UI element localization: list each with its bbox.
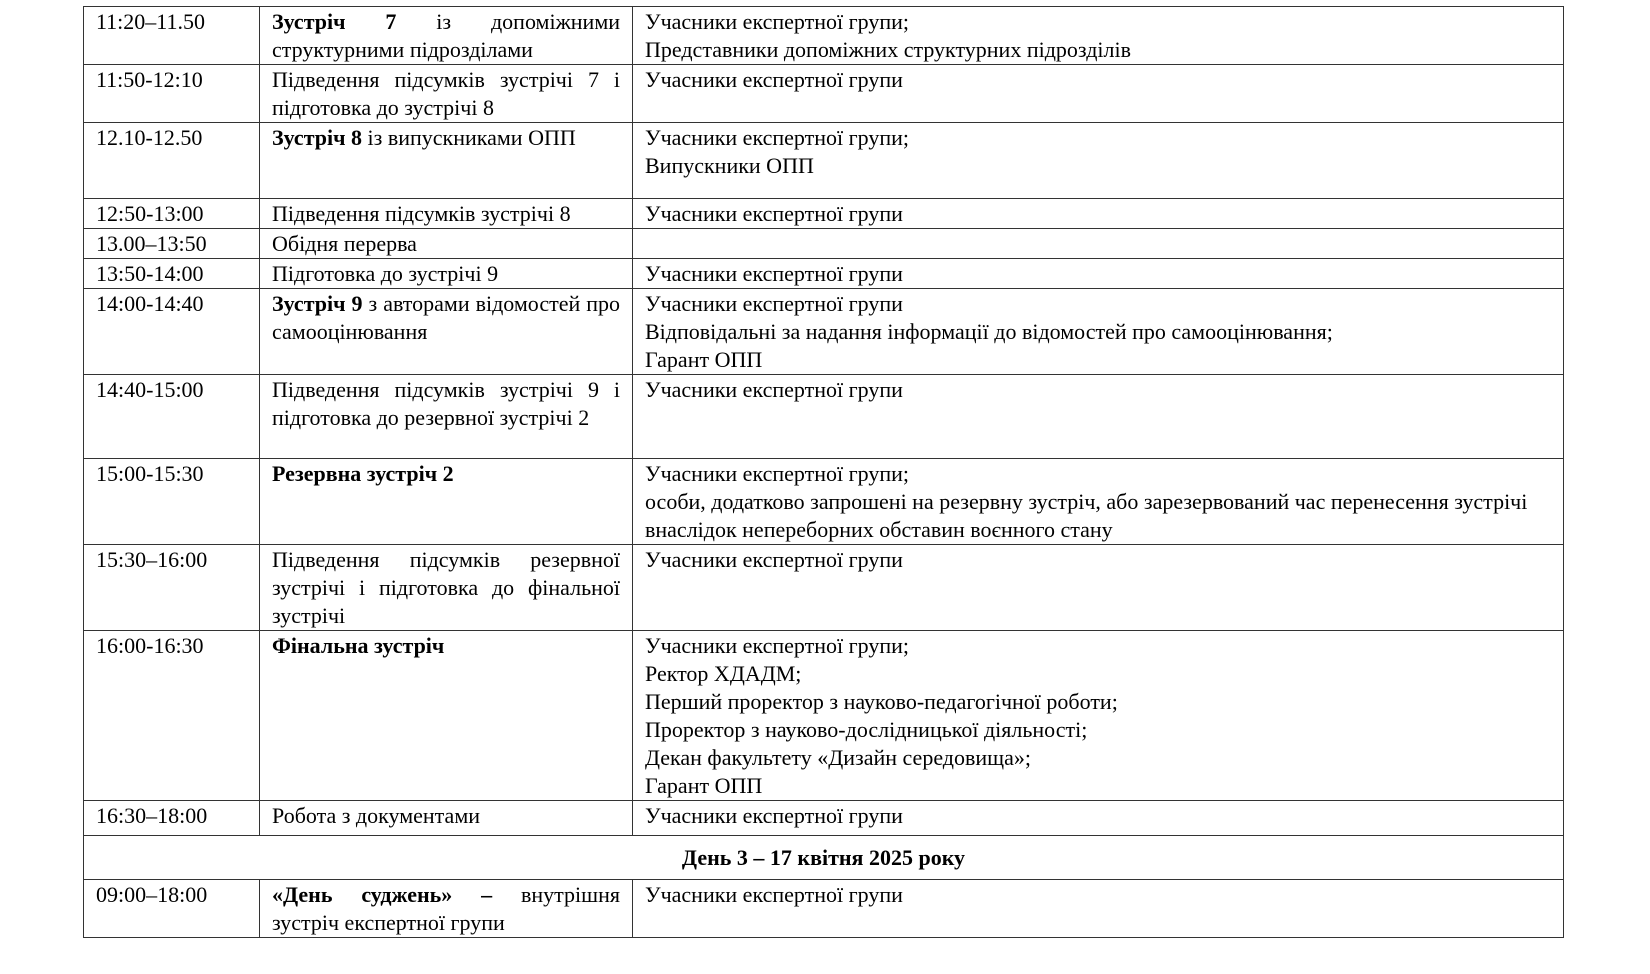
table-row bbox=[84, 289, 1564, 375]
event-title: Зустріч 8 bbox=[272, 125, 363, 150]
event-title: Резервна зустріч 2 bbox=[272, 461, 454, 486]
time-cell: 13.00–13:50 bbox=[84, 229, 260, 259]
event-description: Підготовка до зустрічі 9 bbox=[272, 261, 499, 286]
participant-line: Декан факультету «Дизайн середовища»; bbox=[645, 745, 1031, 770]
participants-cell bbox=[633, 259, 1564, 289]
participants-cell bbox=[633, 199, 1564, 229]
participant-line: Учасники експертної групи bbox=[645, 547, 903, 572]
participant-line: Учасники експертної групи bbox=[645, 201, 903, 226]
participant-line: Відповідальні за надання інформації до відомостей про самооцінювання; bbox=[645, 319, 1333, 344]
table-row bbox=[84, 65, 1564, 123]
table-row bbox=[84, 7, 1564, 65]
participants-cell bbox=[633, 801, 1564, 836]
time-cell: 14:00-14:40 bbox=[84, 289, 260, 375]
event-description: Підведення підсумків резервної зустрічі і підготовка до фінальної зустрічі bbox=[272, 547, 620, 628]
participant-line: особи, додатково запрошені на резервну зустріч, або зарезервований час перенесення зустрічі внаслідок непереборних обставин воєнного стану bbox=[645, 489, 1528, 542]
event-cell bbox=[260, 65, 633, 123]
participant-line: Учасники експертної групи bbox=[645, 882, 903, 907]
schedule-table bbox=[83, 6, 1564, 938]
event-description: із випускниками ОПП bbox=[362, 125, 576, 150]
table-row bbox=[84, 123, 1564, 199]
time-cell: 16:00-16:30 bbox=[84, 631, 260, 801]
event-cell bbox=[260, 123, 633, 199]
time-cell: 09:00–18:00 bbox=[84, 880, 260, 938]
event-title: Зустріч 9 bbox=[272, 291, 363, 316]
event-cell bbox=[260, 801, 633, 836]
participant-line: Учасники експертної групи; bbox=[645, 125, 909, 150]
participant-line: Учасники експертної групи bbox=[645, 261, 903, 286]
participants-cell bbox=[633, 7, 1564, 65]
participants-cell bbox=[633, 880, 1564, 938]
event-description: Обідня перерва bbox=[272, 231, 417, 256]
event-cell bbox=[260, 229, 633, 259]
time-cell: 13:50-14:00 bbox=[84, 259, 260, 289]
event-title: Фінальна зустріч bbox=[272, 633, 445, 658]
table-row bbox=[84, 459, 1564, 545]
event-description: Робота з документами bbox=[272, 803, 481, 828]
time-cell: 11:20–11.50 bbox=[84, 7, 260, 65]
event-cell bbox=[260, 375, 633, 459]
participant-line: Випускники ОПП bbox=[645, 153, 814, 178]
participant-line: Ректор ХДАДМ; bbox=[645, 661, 802, 686]
participant-line: Учасники експертної групи bbox=[645, 67, 903, 92]
table-row bbox=[84, 545, 1564, 631]
day-header: День 3 – 17 квітня 2025 року bbox=[84, 836, 1564, 880]
table-row bbox=[84, 259, 1564, 289]
event-cell bbox=[260, 259, 633, 289]
event-cell bbox=[260, 545, 633, 631]
participant-line: Учасники експертної групи; bbox=[645, 9, 909, 34]
event-cell bbox=[260, 459, 633, 545]
participants-cell bbox=[633, 545, 1564, 631]
event-description: Підведення підсумків зустрічі 9 і підготовка до резервної зустрічі 2 bbox=[272, 377, 620, 430]
table-row bbox=[84, 199, 1564, 229]
event-description: внутрішня зустріч експертної групи bbox=[272, 882, 620, 935]
event-cell bbox=[260, 631, 633, 801]
participant-line: Учасники експертної групи; bbox=[645, 461, 909, 486]
schedule-body bbox=[84, 7, 1564, 938]
participants-cell bbox=[633, 289, 1564, 375]
participant-line: Учасники експертної групи bbox=[645, 291, 903, 316]
time-cell: 14:40-15:00 bbox=[84, 375, 260, 459]
participant-line: Проректор з науково-дослідницької діяльності; bbox=[645, 717, 1088, 742]
participants-cell bbox=[633, 65, 1564, 123]
participant-line: Гарант ОПП bbox=[645, 773, 763, 798]
event-description: із допоміжними структурними підрозділами bbox=[272, 9, 621, 62]
event-cell bbox=[260, 880, 633, 938]
day-header-row bbox=[84, 836, 1564, 880]
event-title: «День суджень» – bbox=[272, 882, 493, 907]
participant-line: Представники допоміжних структурних підрозділів bbox=[645, 37, 1131, 62]
participant-line: Учасники експертної групи; bbox=[645, 633, 909, 658]
time-cell: 11:50-12:10 bbox=[84, 65, 260, 123]
event-description: Підведення підсумків зустрічі 8 bbox=[272, 201, 571, 226]
event-description: з авторами відомостей про самооцінювання bbox=[272, 291, 621, 344]
participants-cell bbox=[633, 631, 1564, 801]
participant-line: Учасники експертної групи bbox=[645, 803, 903, 828]
table-row bbox=[84, 631, 1564, 801]
event-cell bbox=[260, 199, 633, 229]
time-cell: 15:00-15:30 bbox=[84, 459, 260, 545]
event-cell bbox=[260, 289, 633, 375]
table-row bbox=[84, 229, 1564, 259]
table-row bbox=[84, 801, 1564, 836]
participant-line: Учасники експертної групи bbox=[645, 377, 903, 402]
participant-line: Перший проректор з науково-педагогічної роботи; bbox=[645, 689, 1118, 714]
time-cell: 12.10-12.50 bbox=[84, 123, 260, 199]
table-row bbox=[84, 880, 1564, 938]
event-title: Зустріч 7 bbox=[272, 9, 397, 34]
participant-line: Гарант ОПП bbox=[645, 347, 763, 372]
table-row bbox=[84, 375, 1564, 459]
time-cell: 16:30–18:00 bbox=[84, 801, 260, 836]
participants-cell bbox=[633, 229, 1564, 259]
time-cell: 12:50-13:00 bbox=[84, 199, 260, 229]
event-description: Підведення підсумків зустрічі 7 і підготовка до зустрічі 8 bbox=[272, 67, 620, 120]
participants-cell bbox=[633, 375, 1564, 459]
participants-cell bbox=[633, 459, 1564, 545]
event-cell bbox=[260, 7, 633, 65]
participants-cell bbox=[633, 123, 1564, 199]
time-cell: 15:30–16:00 bbox=[84, 545, 260, 631]
